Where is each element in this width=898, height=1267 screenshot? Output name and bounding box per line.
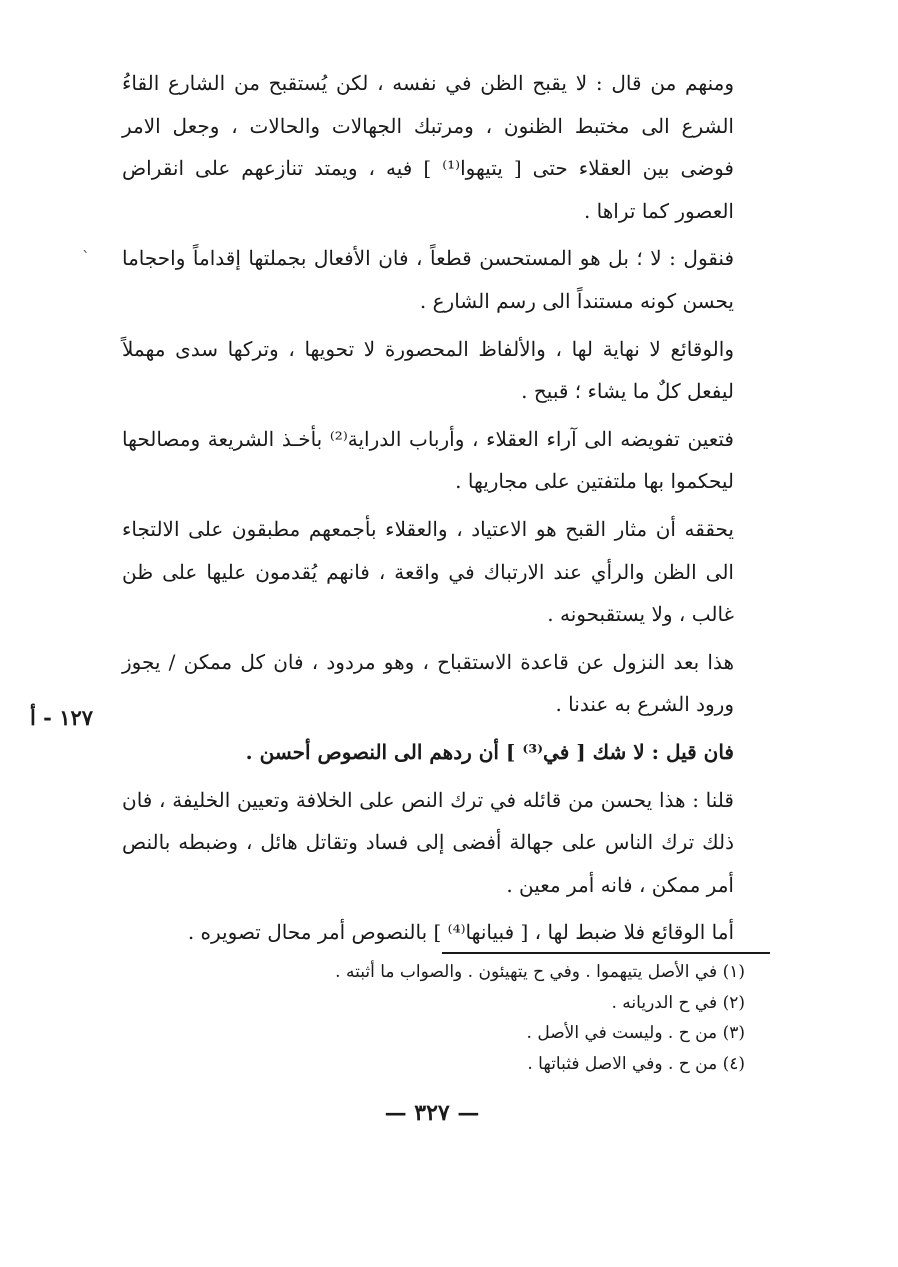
- paragraph-4: فتعين تفويضه الى آراء العقلاء ، وأرباب الدراية⁽²⁾ بأخـذ الشريعة ومصالحها ليحكموا بها ملتفتين على مجاريها .: [122, 426, 734, 494]
- page-number: — ٣٢٧ —: [384, 1100, 480, 1126]
- paragraph-2: فنقول : لا ؛ بل هو المستحسن قطعاً ، فان الأفعال بجملتها إقداماً واحجاما يحسن كونه مستنداً الى رسم الشارع .: [122, 246, 734, 313]
- paragraph-9: أما الوقائع فلا ضبط لها ، [ فبيانها⁽⁴⁾ ] بالنصوص أمر محال تصويره .: [187, 920, 734, 945]
- footnotes: [300, 957, 745, 1079]
- main-text-column: [122, 62, 762, 954]
- paragraph-3: والوقائع لا نهاية لها ، والألفاظ المحصورة لا تحويها ، وتركها سدى مهملاً ليفعل كلٌ ما يشاء ؛ قبيح .: [122, 336, 734, 404]
- paragraph-8: قلنا : هذا يحسن من قائله في ترك النص على الخلافة وتعيين الخليفة ، فان ذلك ترك الناس على جهالة أفضى إلى فساد وتقاتل هائل ، وضبطه بالنص أمر ممكن ، فانه أمر معين .: [122, 787, 734, 897]
- paragraph-6: هذا بعد النزول عن قاعدة الاستقباح ، وهو مردود ، فان كل ممكن / يجوز ورود الشرع به عندنا .: [122, 649, 734, 717]
- folio-margin-note: ١٢٧ - أ: [30, 705, 94, 730]
- paragraph-1: ومنهم من قال : لا يقبح الظن في نفسه ، لكن يُستقبح من الشارع القاءُ الشرع الى مختبط الظنون ، ومرتبك الجهالات والحالات ، وجعل الامر فوضى بين العقلاء حتى [ يتيهوا⁽¹⁾ ] فيه ، ويمتد تنازعهم على انقراض العصور كما تراها .: [122, 71, 734, 223]
- footnote-4: (٤) من ح . وفي الاصل فثباتها .: [527, 1053, 745, 1074]
- footnote-2: (٢) في ح الدريانه .: [611, 992, 745, 1013]
- paragraph-5: يحققه أن مثار القبح هو الاعتياد ، والعقلاء بأجمعهم مطبقون على الالتجاء الى الظن والرأي عند الارتباك في واقعة ، فانهم يُقدمون عليها على ظن غالب ، ولا يستقبحونه .: [122, 516, 734, 627]
- footnote-3: (٣) من ح . وليست في الأصل .: [526, 1023, 745, 1043]
- margin-tick-mark: ˋ: [82, 248, 90, 267]
- paragraph-7: فان قيل : لا شك [ في⁽³⁾ ] أن ردهم الى النصوص أحسن .: [245, 739, 734, 764]
- footnote-divider: [442, 952, 770, 954]
- footnote-1: (١) في الأصل يتيهموا . وفي ح يتهيئون . والصواب ما أثبته .: [335, 962, 745, 982]
